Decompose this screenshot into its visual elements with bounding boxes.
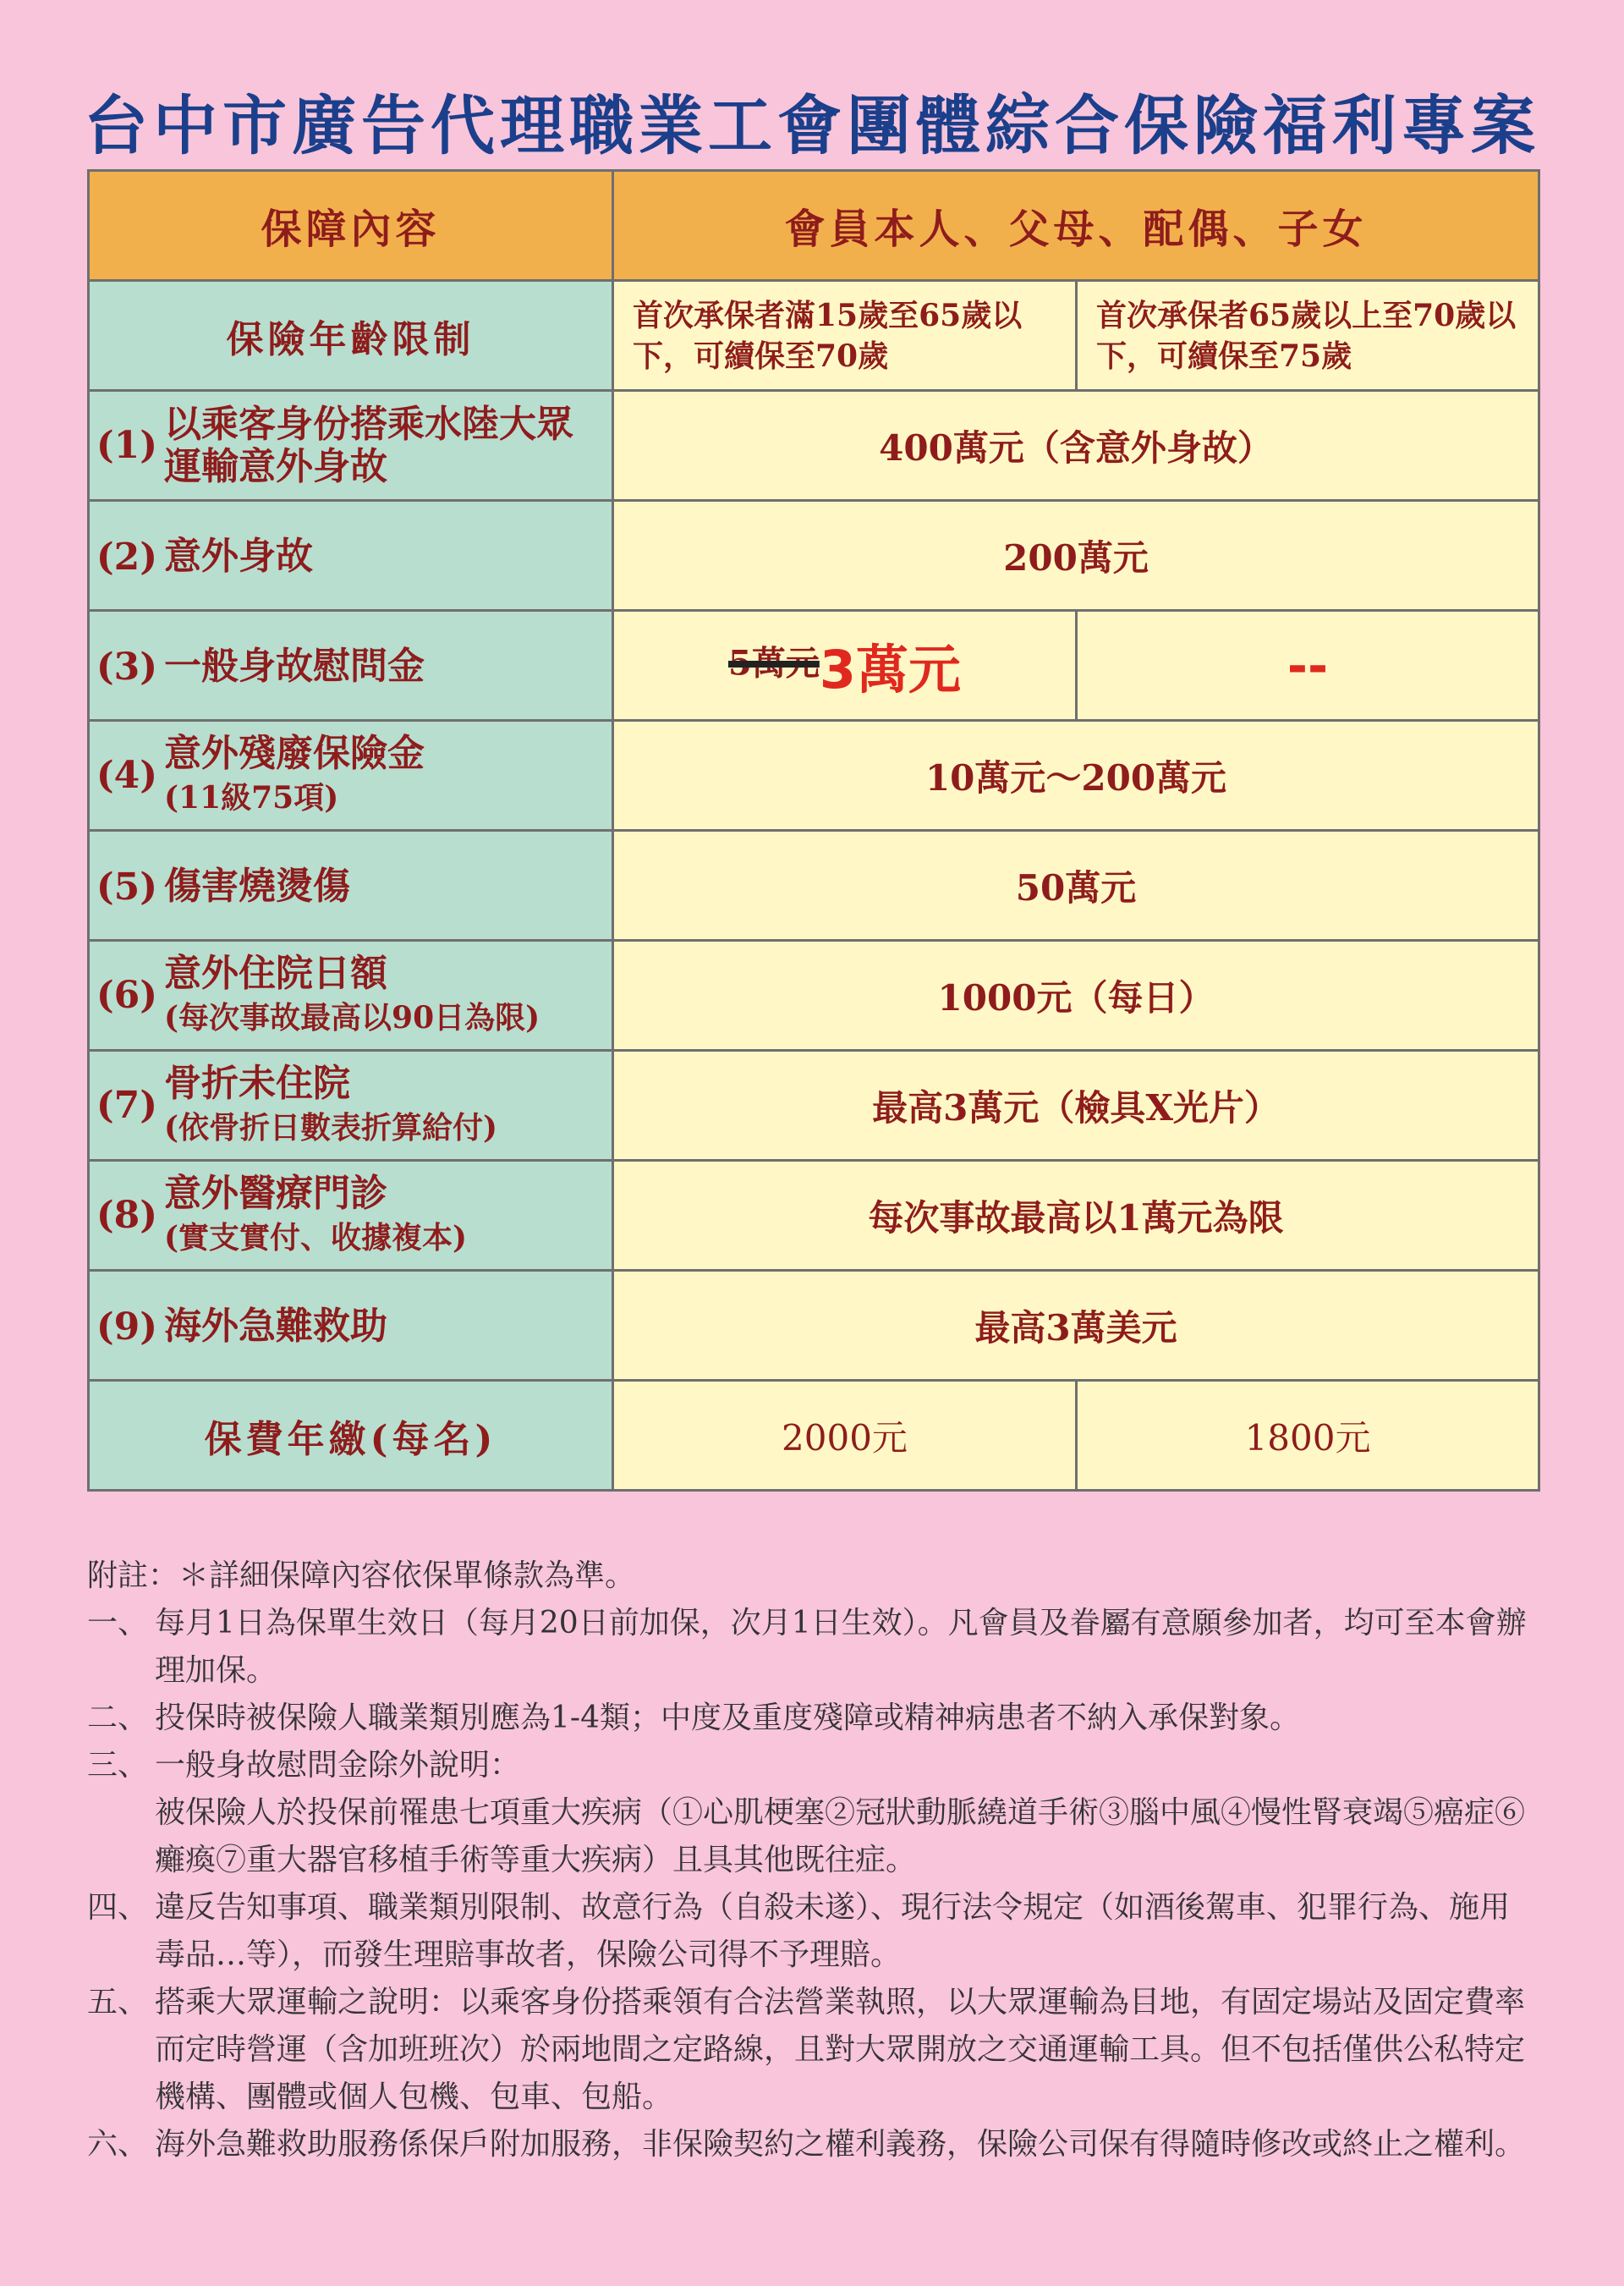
row-label — [89, 1161, 613, 1271]
row-label-text: 意外身故 — [164, 535, 313, 578]
table-row — [89, 941, 1539, 1051]
row-value: 每次事故最高以1萬元為限 — [613, 1161, 1539, 1271]
row-label-text: 骨折未住院 — [164, 1061, 350, 1105]
table-row — [89, 831, 1539, 941]
row-label — [89, 721, 613, 831]
row-number: (5) — [96, 865, 158, 909]
row-number: (2) — [96, 535, 158, 579]
table-row — [89, 391, 1539, 501]
table-row — [89, 1271, 1539, 1381]
header-coverage: 保障內容 — [89, 171, 613, 281]
note-item — [87, 1884, 1538, 1979]
note-number: 五、 — [87, 1985, 149, 2019]
age-limit-row — [89, 281, 1539, 391]
note-text: 每月1日為保單生效日（每月20日前加保，次月1日生效）。凡會員及眷屬有意願參加者，均可至本會辦理加保。 — [155, 1606, 1527, 1688]
row-label-sub: (實支實付、收據複本) — [164, 1219, 468, 1256]
note-item — [87, 1979, 1538, 2121]
row-label-text: 一般身故慰問金 — [164, 645, 425, 688]
row-label — [89, 391, 613, 501]
note-item — [87, 1695, 1538, 1742]
notes-intro: 附註：＊詳細保障內容依保單條款為準。 — [87, 1558, 636, 1593]
row-label — [89, 501, 613, 611]
note-number: 一、 — [87, 1606, 149, 1640]
not-applicable-mark: -- — [1287, 636, 1329, 695]
row-label-text: 意外殘廢保險金 — [164, 731, 425, 775]
row-number: (9) — [96, 1305, 158, 1349]
row-value-b — [1077, 611, 1539, 721]
row-number: (1) — [96, 424, 158, 467]
row-label — [89, 1051, 613, 1161]
table-row — [89, 721, 1539, 831]
row-label-sub: (11級75項) — [164, 779, 339, 816]
row-value: 最高3萬美元 — [613, 1271, 1539, 1381]
row-label-sub: (每次事故最高以90日為限) — [164, 999, 540, 1036]
note-item — [87, 1742, 1538, 1884]
note-item — [87, 2121, 1538, 2168]
age-limit-label: 保險年齡限制 — [89, 281, 613, 391]
table-header-row — [89, 171, 1539, 281]
row-value: 400萬元（含意外身故） — [613, 391, 1539, 501]
table-row — [89, 1161, 1539, 1271]
row-value: 最高3萬元（檢具X光片） — [613, 1051, 1539, 1161]
row-label — [89, 1271, 613, 1381]
row-value: 200萬元 — [613, 501, 1539, 611]
benefits-table — [87, 169, 1540, 1492]
row-value: 10萬元～200萬元 — [613, 721, 1539, 831]
row-label-block — [164, 1173, 467, 1259]
row-number: (3) — [96, 645, 158, 689]
premium-row — [89, 1381, 1539, 1491]
note-text: 違反告知事項、職業類別限制、故意行為（自殺未遂）、現行法令規定（如酒後駕車、犯罪行為、施用毒品…等），而發生理賠事故者，保險公司得不予理賠。 — [155, 1890, 1511, 1972]
notes-section — [87, 1552, 1538, 2168]
note-text: 投保時被保險人職業類別應為1-4類；中度及重度殘障或精神病患者不納入承保對象。 — [155, 1701, 1300, 1735]
row-number: (8) — [96, 1194, 158, 1237]
premium-a: 2000元 — [613, 1381, 1077, 1491]
row-value: 1000元（每日） — [613, 941, 1539, 1051]
table-row — [89, 611, 1539, 721]
row-value — [613, 611, 1077, 721]
row-label — [89, 831, 613, 941]
row-label-block — [164, 733, 425, 819]
note-number: 四、 — [87, 1890, 149, 1925]
note-text-detail: 被保險人於投保前罹患七項重大疾病（①心肌梗塞②冠狀動脈繞道手術③腦中風④慢性腎衰竭⑤癌症⑥癱瘓⑦重大器官移植手術等重大疾病）且具其他既往症。 — [155, 1795, 1526, 1877]
row-label — [89, 941, 613, 1051]
page-title: 台中市廣告代理職業工會團體綜合保險福利專案 — [84, 88, 1540, 163]
age-limit-a: 首次承保者滿15歲至65歲以下，可續保至70歲 — [613, 281, 1077, 391]
note-number: 二、 — [87, 1701, 149, 1735]
note-text-block — [155, 1742, 1538, 1884]
row-label-text: 傷害燒燙傷 — [164, 865, 350, 908]
row-value: 50萬元 — [613, 831, 1539, 941]
row-label-sub: (依骨折日數表折算給付) — [164, 1109, 498, 1146]
table-row — [89, 501, 1539, 611]
age-limit-b: 首次承保者65歲以上至70歲以下，可續保至75歲 — [1077, 281, 1539, 391]
premium-b: 1800元 — [1077, 1381, 1539, 1491]
old-value-struck: 5萬元 — [728, 643, 820, 684]
row-label-text: 意外醫療門診 — [164, 1171, 387, 1215]
header-insured: 會員本人、父母、配偶、子女 — [613, 171, 1539, 281]
premium-label: 保費年繳(每名) — [89, 1381, 613, 1491]
note-text: 一般身故慰問金除外說明： — [155, 1748, 521, 1783]
row-label-block — [164, 1063, 497, 1149]
row-label-text: 以乘客身份搭乘水陸大眾運輸意外身故 — [164, 402, 573, 488]
new-value: 3萬元 — [819, 639, 961, 701]
note-number: 六、 — [87, 2127, 149, 2162]
note-number: 三、 — [87, 1748, 149, 1783]
row-label-text: 海外急難救助 — [164, 1305, 387, 1348]
row-label-text: 意外住院日額 — [164, 951, 387, 995]
row-label — [89, 611, 613, 721]
note-text: 海外急難救助服務係保戶附加服務，非保險契約之權利義務，保險公司保有得隨時修改或終止之權利。 — [155, 2127, 1526, 2162]
note-item — [87, 1600, 1538, 1695]
row-number: (7) — [96, 1084, 158, 1127]
table-row — [89, 1051, 1539, 1161]
row-label-block — [164, 953, 540, 1039]
row-number: (6) — [96, 974, 158, 1017]
note-text: 搭乘大眾運輸之說明：以乘客身份搭乘領有合法營業執照，以大眾運輸為目地，有固定場站及固定費率而定時營運（含加班班次）於兩地間之定路線，且對大眾開放之交通運輸工具。但不包括僅供公私特定機構、團體或個人包機、包車、包船。 — [155, 1985, 1526, 2114]
row-number: (4) — [96, 754, 158, 797]
